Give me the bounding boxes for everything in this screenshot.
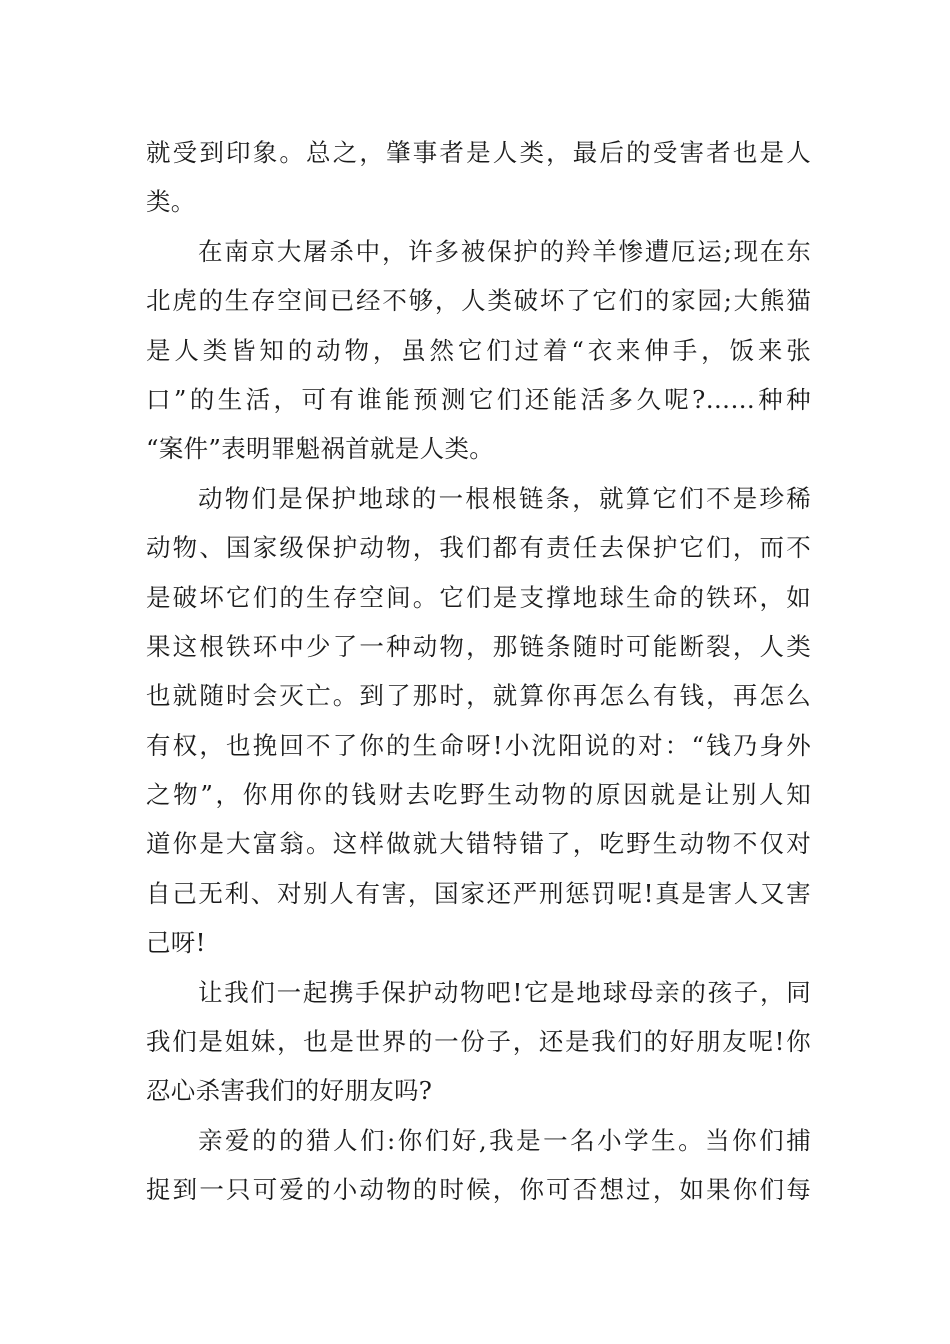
text-line: 动物、国家级保护动物，我们都有责任去保护它们，而不 bbox=[146, 533, 811, 563]
text-line: 就受到印象。总之，肇事者是人类，最后的受害者也是人 bbox=[146, 138, 811, 167]
text-line: 类。 bbox=[146, 187, 196, 217]
text-line: 我们是姐妹，也是世界的一份子，还是我们的好朋友呢!你 bbox=[146, 1027, 811, 1057]
text-line: 亲爱的的猎人们:你们好,我是一名小学生。当你们捕 bbox=[198, 1125, 811, 1155]
text-line: 己呀! bbox=[146, 928, 206, 958]
text-line: 是人类皆知的动物，虽然它们过着“衣来伸手，饭来张 bbox=[146, 335, 811, 365]
text-line: 是破坏它们的生存空间。它们是支撑地球生命的铁环，如 bbox=[146, 582, 811, 612]
body-text bbox=[146, 128, 811, 1215]
text-line: 捉到一只可爱的小动物的时候，你可否想过，如果你们每 bbox=[146, 1175, 811, 1205]
text-line: 北虎的生存空间已经不够，人类破坏了它们的家园;大熊猫 bbox=[146, 286, 811, 316]
text-line: 动物们是保护地球的一根根链条，就算它们不是珍稀 bbox=[198, 483, 811, 513]
text-line: “案件”表明罪魁祸首就是人类。 bbox=[146, 434, 495, 464]
text-line: 口”的生活，可有谁能预测它们还能活多久呢?……种种 bbox=[146, 384, 811, 414]
text-line: 在南京大屠杀中，许多被保护的羚羊惨遭厄运;现在东 bbox=[198, 236, 811, 266]
text-line: 也就随时会灭亡。到了那时，就算你再怎么有钱，再怎么 bbox=[146, 681, 811, 711]
text-line: 之物”，你用你的钱财去吃野生动物的原因就是让别人知 bbox=[146, 780, 811, 810]
text-line: 果这根铁环中少了一种动物，那链条随时可能断裂，人类 bbox=[146, 631, 811, 661]
text-line: 有权，也挽回不了你的生命呀!小沈阳说的对：“钱乃身外 bbox=[146, 730, 811, 760]
text-line: 道你是大富翁。这样做就大错特错了，吃野生动物不仅对 bbox=[146, 829, 811, 859]
text-line: 自己无利、对别人有害，国家还严刑惩罚呢!真是害人又害 bbox=[146, 878, 811, 908]
text-line: 忍心杀害我们的好朋友吗? bbox=[146, 1076, 433, 1106]
text-line: 让我们一起携手保护动物吧!它是地球母亲的孩子，同 bbox=[198, 977, 811, 1007]
